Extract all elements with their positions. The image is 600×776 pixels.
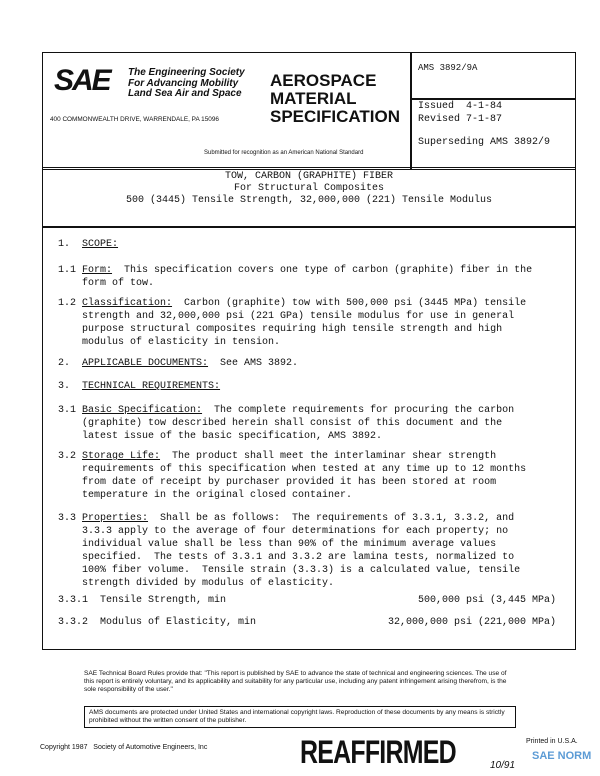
section-heading: TECHNICAL REQUIREMENTS: xyxy=(82,381,221,392)
title-line: TOW, CARBON (GRAPHITE) FIBER xyxy=(224,171,394,182)
section-text: 3.3.3 apply to the average of four determinations for each property; no xyxy=(58,526,509,537)
section-number: 3.1 xyxy=(58,405,83,416)
board-notice: SAE Technical Board Rules provide that: "This report is published by SAE to advance the state of technical and engineering sciences. The use of this report is entirely voluntary, and its applicability and suitability for any particular use, including any patent infringement arising therefrom, is the sole responsibility of the user." xyxy=(84,670,507,693)
printed-in: Printed in U.S.A. xyxy=(526,738,578,745)
section-text: The product shall meet the interlaminar shear strength xyxy=(160,451,497,462)
doc-type xyxy=(270,72,400,126)
header-divider xyxy=(410,52,412,169)
copyright-notice: AMS documents are protected under United States and international copyright laws. Reproduction of these documents by any means is strictly prohibited without the written consent of the publisher. xyxy=(84,706,516,728)
property-modulus-label: 3.3.2 Modulus of Elasticity, min xyxy=(58,617,257,628)
tagline-line: For Advancing Mobility xyxy=(128,77,239,89)
recognition-note: Submitted for recognition as an American National Standard xyxy=(204,150,364,156)
revised-date: Revised 7-1-87 xyxy=(418,114,503,125)
doc-type-line: AEROSPACE xyxy=(270,71,377,90)
sae-norm-watermark: SAE NORM xyxy=(532,750,592,762)
section-text: Shall be as follows: The requirements of 3.3.1, 3.3.2, and xyxy=(148,513,515,524)
section-text: temperature in the original closed container. xyxy=(58,490,353,501)
tagline-line: Land Sea Air and Space xyxy=(128,88,242,99)
section-text: strength and 32,000,000 psi (221 GPa) tensile modulus for use in general xyxy=(58,311,515,322)
section-number: 1.1 xyxy=(58,265,83,276)
title-line: 500 (3445) Tensile Strength, 32,000,000 (221) Tensile Modulus xyxy=(125,195,493,206)
property-tensile-label: 3.3.1 Tensile Strength, min xyxy=(58,595,227,606)
section-text: from date of receipt by purchaser provided it has been stored at room xyxy=(58,477,497,488)
section-3-1 xyxy=(58,404,514,443)
section-number: 3.2 xyxy=(58,451,83,462)
section-text: 100% fiber volume. Tensile strain (3.3.3) is a calculated value, tensile xyxy=(58,565,521,576)
section-heading: Form: xyxy=(82,265,113,276)
section-text: Carbon (graphite) tow with 500,000 psi (3445 MPa) tensile xyxy=(172,298,527,309)
section-text: purpose structural composites requiring high tensile strength and high xyxy=(58,324,503,335)
section-3-3 xyxy=(58,512,520,590)
superseding: Superseding AMS 3892/9 xyxy=(418,137,551,148)
section-heading: Classification: xyxy=(82,298,173,309)
section-number: 2. xyxy=(58,358,83,369)
section-heading: Basic Specification: xyxy=(82,405,203,416)
section-3 xyxy=(58,380,220,393)
section-text: strength divided by modulus of elasticity. xyxy=(58,578,335,589)
title-divider xyxy=(42,226,576,228)
section-text: See AMS 3892. xyxy=(208,358,299,369)
section-1-2 xyxy=(58,297,526,349)
section-text: requirements of this specification when tested at any time up to 12 months xyxy=(58,464,527,475)
section-text: The complete requirements for procuring the carbon xyxy=(202,405,515,416)
stamp-date: 10/91 xyxy=(490,760,516,771)
doc-type-line: MATERIAL xyxy=(270,89,357,108)
title-line: For Structural Composites xyxy=(233,183,385,194)
section-number: 1.2 xyxy=(58,298,83,309)
section-text: form of tow. xyxy=(58,278,155,289)
header-right-divider xyxy=(410,98,575,100)
section-number: 1. xyxy=(58,239,83,250)
section-scope xyxy=(58,238,118,251)
section-text: specified. The tests of 3.3.1 and 3.3.2 are lamina tests, normalized to xyxy=(58,552,515,563)
property-modulus-value: 32,000,000 psi (221,000 MPa) xyxy=(387,617,556,628)
section-1-1 xyxy=(58,264,532,290)
copyright: Copyright 1987 Society of Automotive Engineers, Inc xyxy=(40,744,208,751)
section-text: (graphite) tow described herein shall consist of this document and the xyxy=(58,418,503,429)
section-2 xyxy=(58,357,298,370)
issued-date: Issued 4-1-84 xyxy=(418,101,503,112)
section-heading: SCOPE: xyxy=(82,239,119,250)
section-3-2 xyxy=(58,450,526,502)
section-text: This specification covers one type of carbon (graphite) fiber in the xyxy=(112,265,533,276)
section-number: 3.3 xyxy=(58,513,83,524)
property-tensile-value: 500,000 psi (3,445 MPa) xyxy=(417,595,556,606)
section-heading: APPLICABLE DOCUMENTS: xyxy=(82,358,209,369)
address: 400 COMMONWEALTH DRIVE, WARRENDALE, PA 15096 xyxy=(50,116,219,123)
doc-type-line: SPECIFICATION xyxy=(270,107,401,126)
reaffirmed-stamp: REAFFIRMED xyxy=(300,734,456,770)
document-title xyxy=(42,171,576,207)
section-heading: Storage Life: xyxy=(82,451,161,462)
section-number: 3. xyxy=(58,381,83,392)
sae-logo: SAE xyxy=(54,64,110,97)
doc-number: AMS 3892/9A xyxy=(418,63,478,73)
section-text: individual value shall be less than 90% of the minimum average values xyxy=(58,539,497,550)
tagline-line: The Engineering Society xyxy=(128,67,245,78)
section-text: modulus of elasticity in tension. xyxy=(58,337,281,348)
society-tagline xyxy=(128,68,245,100)
section-heading: Properties: xyxy=(82,513,149,524)
section-text: latest issue of the basic specification, AMS 3892. xyxy=(58,431,383,442)
